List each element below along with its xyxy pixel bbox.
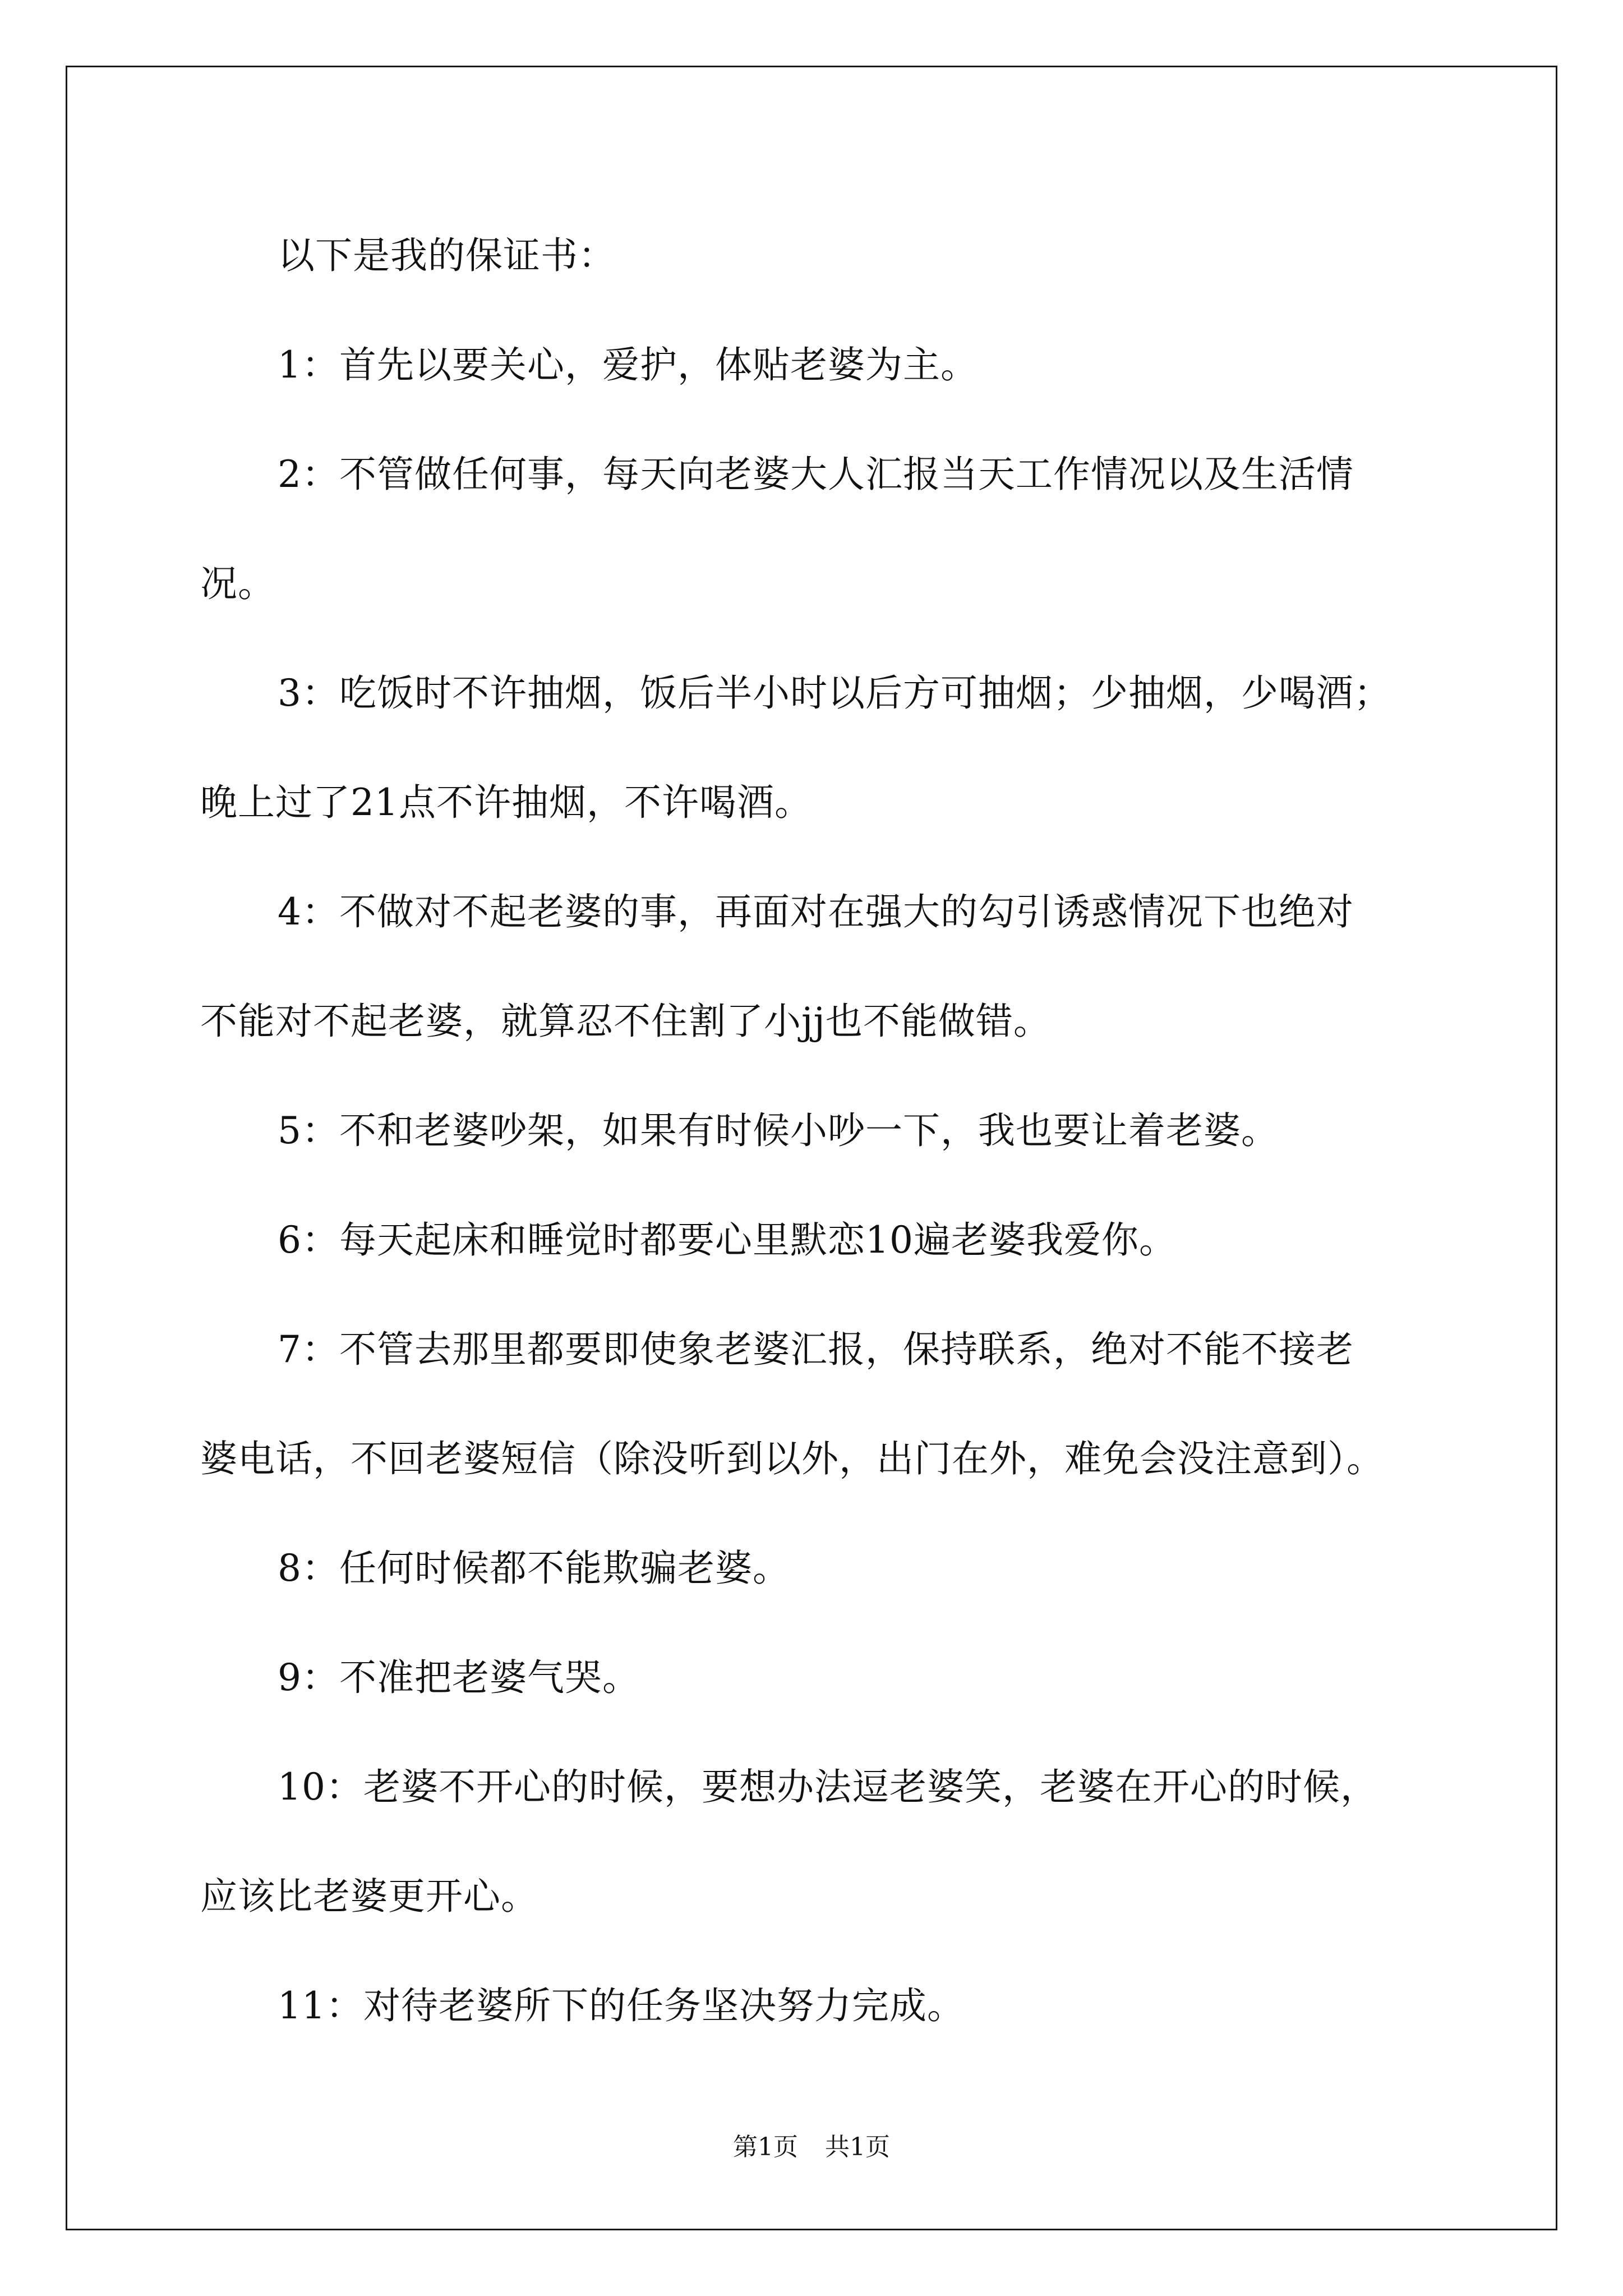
page-number: 第1页 bbox=[733, 2133, 798, 2161]
text-line: 7：不管去那里都要即使象老婆汇报，保持联系，绝对不能不接老 bbox=[278, 1328, 1354, 1371]
page-border bbox=[66, 66, 1557, 2230]
text-line: 不能对不起老婆，就算忍不住割了小jj也不能做错。 bbox=[200, 1000, 1051, 1043]
text-line: 6：每天起床和睡觉时都要心里默恋10遍老婆我爱你。 bbox=[278, 1218, 1177, 1262]
page-total: 共1页 bbox=[825, 2133, 890, 2161]
text-line: 11：对待老婆所下的任务坚决努力完成。 bbox=[278, 1984, 965, 2027]
text-line: 应该比老婆更开心。 bbox=[200, 1875, 538, 1918]
text-line: 晚上过了21点不许抽烟，不许喝酒。 bbox=[200, 781, 812, 824]
page-footer bbox=[67, 2135, 1556, 2160]
text-line: 以下是我的保证书： bbox=[278, 234, 616, 277]
text-line: 婆电话，不回老婆短信（除没听到以外，出门在外，难免会没注意到）。 bbox=[200, 1437, 1384, 1480]
text-line: 8：任何时候都不能欺骗老婆。 bbox=[278, 1547, 790, 1590]
text-line: 9：不准把老婆气哭。 bbox=[278, 1656, 640, 1699]
text-line: 2：不管做任何事，每天向老婆大人汇报当天工作情况以及生活情 bbox=[278, 453, 1354, 496]
text-line: 况。 bbox=[200, 562, 275, 605]
text-line: 3：吃饭时不许抽烟，饭后半小时以后方可抽烟；少抽烟，少喝酒； bbox=[278, 671, 1391, 715]
text-line: 1：首先以要关心，爱护，体贴老婆为主。 bbox=[278, 343, 978, 386]
text-line: 5：不和老婆吵架，如果有时候小吵一下，我也要让着老婆。 bbox=[278, 1109, 1279, 1152]
text-line: 10：老婆不开心的时候，要想办法逗老婆笑，老婆在开心的时候， bbox=[278, 1765, 1378, 1809]
text-line: 4：不做对不起老婆的事，再面对在强大的勾引诱惑情况下也绝对 bbox=[278, 890, 1354, 933]
document-body bbox=[67, 67, 1556, 2229]
